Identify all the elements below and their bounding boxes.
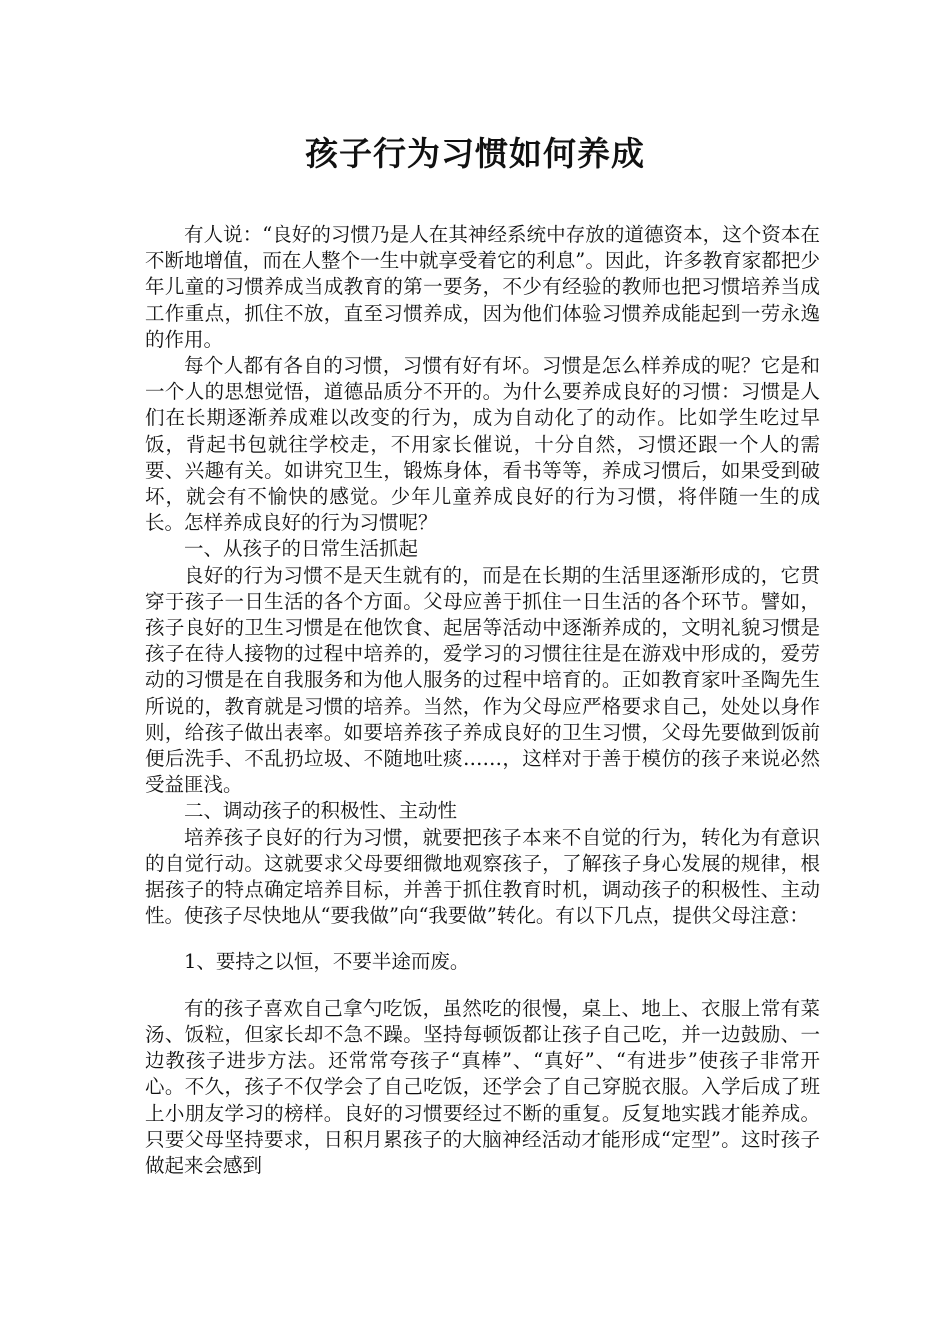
- paragraph-example: 有的孩子喜欢自己拿勺吃饭，虽然吃的很慢，桌上、地上、衣服上常有菜汤、饭粒，但家长却不急不躁。坚持每顿饭都让孩子自己吃，并一边鼓励、一边教孩子进步方法。还常常夸孩子“真棒”、“真好”、“有进步”使孩子非常开心。不久，孩子不仅学会了自己吃饭，还学会了自己穿脱衣服。入学后成了班上小朋友学习的榜样。良好的习惯要经过不断的重复。反复地实践才能养成。只要父母坚持要求，日积月累孩子的大脑神经活动才能形成“定型”。这时孩子做起来会感到: [145, 996, 820, 1177]
- list-item-1: 1、要持之以恒，不要半途而废。: [184, 950, 470, 974]
- section-heading-2: 二、调动孩子的积极性、主动性: [184, 799, 458, 823]
- paragraph-daily-life: 良好的行为习惯不是天生就有的，而是在长期的生活里逐渐形成的，它贯穿于孩子一日生活的各个方面。父母应善于抓住一日生活的各个环节。譬如，孩子良好的卫生习惯是在他饮食、起居等活动中逐渐养成的，文明礼貌习惯是孩子在待人接物的过程中培养的，爱学习的习惯往往是在游戏中形成的，爱劳动的习惯是在自我服务和为他人服务的过程中培育的。正如教育家叶圣陶先生所说的，教育就是习惯的培养。当然，作为父母应严格要求自己，处处以身作则，给孩子做出表率。如要培养孩子养成良好的卫生习惯，父母先要做到饭前便后洗手、不乱扔垃圾、不随地吐痰……，这样对于善于模仿的孩子来说必然受益匪浅。: [145, 563, 820, 797]
- paragraph-initiative: 培养孩子良好的行为习惯，就要把孩子本来不自觉的行为，转化为有意识的自觉行动。这就要求父母要细微地观察孩子，了解孩子身心发展的规律，根据孩子的特点确定培养目标，并善于抓住教育时机，调动孩子的积极性、主动性。使孩子尽快地从“要我做”向“我要做”转化。有以下几点，提供父母注意：: [145, 825, 820, 928]
- paragraph-habits: 每个人都有各自的习惯，习惯有好有坏。习惯是怎么样养成的呢？它是和一个人的思想觉悟，道德品质分不开的。为什么要养成良好的习惯：习惯是人们在长期逐渐养成难以改变的行为，成为自动化了的动作。比如学生吃过早饭，背起书包就往学校走，不用家长催说，十分自然，习惯还跟一个人的需要、兴趣有关。如讲究卫生，锻炼身体，看书等等，养成习惯后，如果受到破坏，就会有不愉快的感觉。少年儿童养成良好的行为习惯，将伴随一生的成长。怎样养成良好的行为习惯呢？: [145, 354, 820, 535]
- document-body: [145, 222, 820, 1179]
- paragraph-intro: 有人说：“良好的习惯乃是人在其神经系统中存放的道德资本，这个资本在不断地增值，而在人整个一生中就享受着它的利息”。因此，许多教育家都把少年儿童的习惯养成当成教育的第一要务，不少有经验的教师也把习惯培养当成工作重点，抓住不放，直至习惯养成，因为他们体验习惯养成能起到一劳永逸的作用。: [145, 223, 820, 351]
- document-title: 孩子行为习惯如何养成: [305, 134, 645, 173]
- section-heading-1: 一、从孩子的日常生活抓起: [184, 537, 419, 561]
